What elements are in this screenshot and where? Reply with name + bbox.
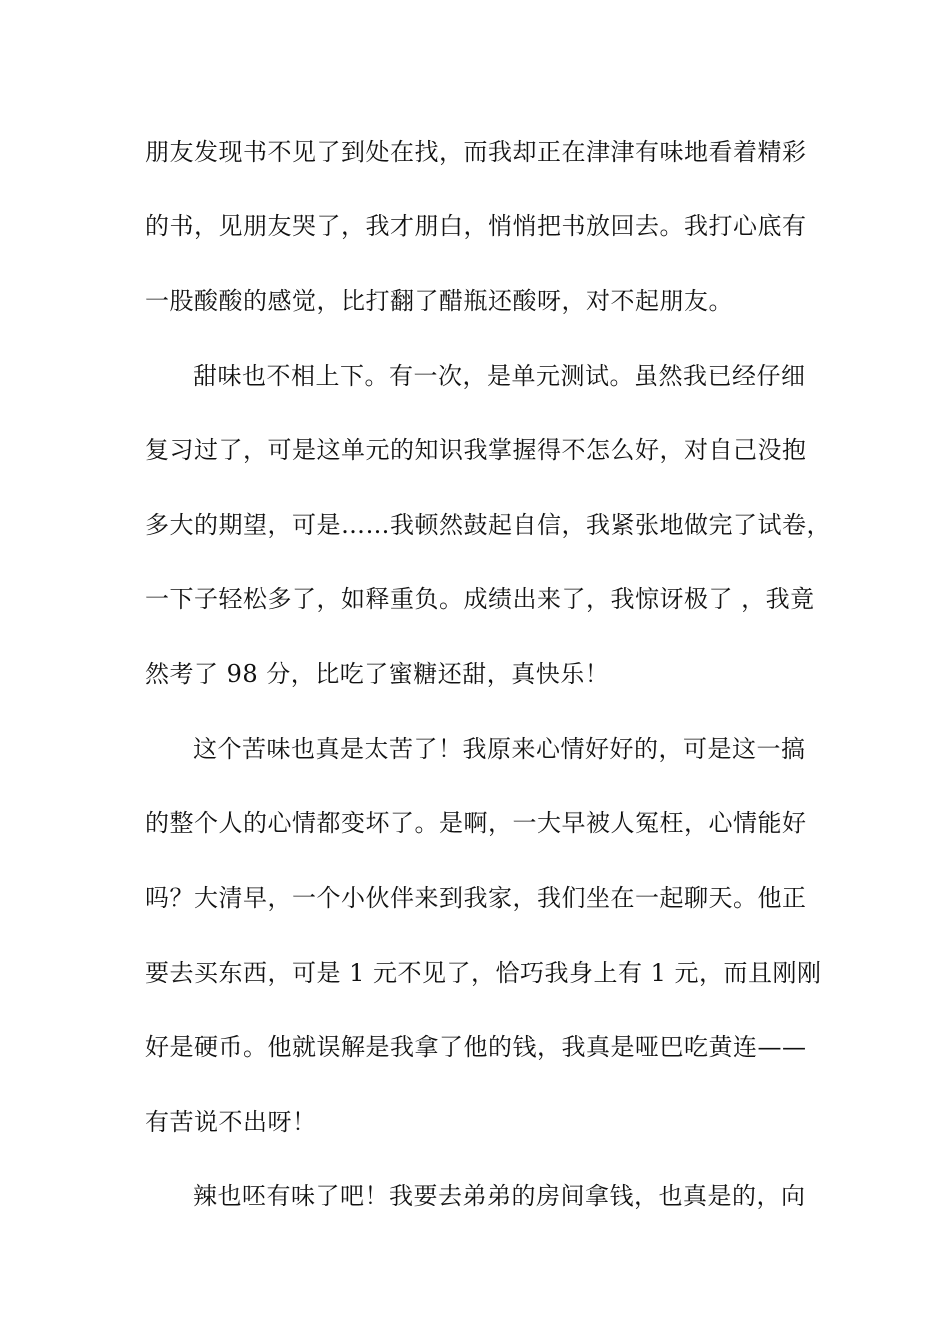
paragraph-start-line: 甜味也不相上下。有一次，是单元测试。虽然我已经仔细 (193, 362, 806, 390)
text-line: 一股酸酸的感觉，比打翻了醋瓶还酸呀，对不起朋友。 (145, 287, 733, 315)
text-line: 的书，见朋友哭了，我才朋白，悄悄把书放回去。我打心底有 (145, 212, 807, 240)
text-line: 有苦说不出呀！ (145, 1108, 317, 1136)
text-line: 吗？大清早，一个小伙伴来到我家，我们坐在一起聊天。他正 (145, 884, 807, 912)
paragraph-start-line: 这个苦味也真是太苦了！我原来心情好好的，可是这一搞 (193, 735, 806, 763)
text-line: 然考了 98 分，比吃了蜜糖还甜，真快乐！ (145, 660, 610, 688)
text-line: 好是硬币。他就误解是我拿了他的钱，我真是哑巴吃黄连—— (145, 1033, 807, 1061)
text-line: 的整个人的心情都变坏了。是啊，一大早被人冤枉，心情能好 (145, 809, 807, 837)
paragraph-start-line: 辣也呸有味了吧！我要去弟弟的房间拿钱，也真是的，向 (193, 1182, 806, 1210)
text-line: 多大的期望，可是……我顿然鼓起自信，我紧张地做完了试卷， (145, 511, 831, 539)
text-line: 朋友发现书不见了到处在找，而我却正在津津有味地看着精彩 (145, 138, 807, 166)
text-line: 复习过了，可是这单元的知识我掌握得不怎么好，对自己没抱 (145, 436, 807, 464)
text-line: 要去买东西，可是 1 元不见了，恰巧我身上有 1 元，而且刚刚 (145, 959, 822, 987)
text-line: 一下子轻松多了，如释重负。成绩出来了，我惊讶极了 ，我竟 (145, 585, 815, 613)
